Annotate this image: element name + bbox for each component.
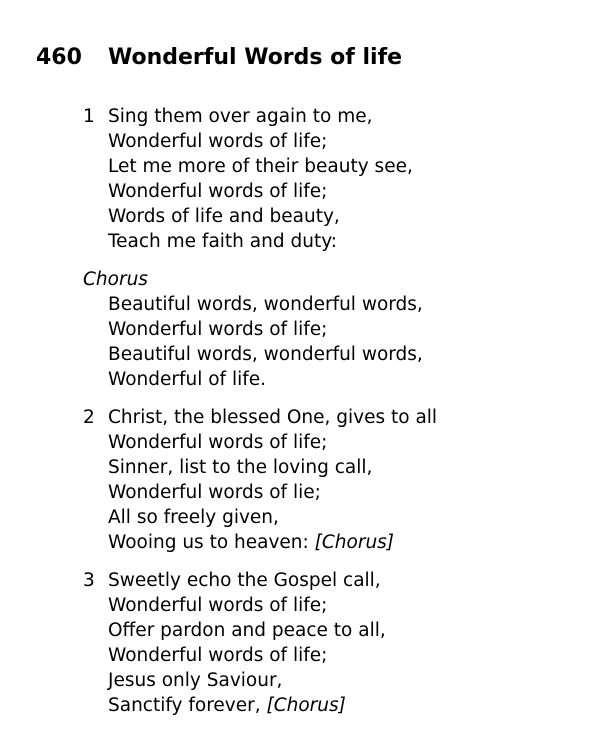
chorus-line: Wonderful words of life; [108, 319, 328, 340]
verse-line: Let me more of their beauty see, [108, 156, 413, 177]
verse-line: Sweetly echo the Gospel call, [108, 570, 381, 591]
verse-lines [108, 104, 583, 254]
chorus [83, 267, 583, 392]
hymn-title: Wonderful Words of life [108, 45, 403, 70]
verse-line: Teach me faith and duty: [108, 231, 338, 252]
verse-3 [83, 568, 583, 718]
chorus-line: Beautiful words, wonderful words, [108, 294, 423, 315]
verse-line-text: Wooing us to heaven: [108, 532, 315, 553]
verse-line [108, 693, 583, 718]
verse-lines [108, 568, 583, 718]
hymn-body [83, 104, 583, 731]
verse-line: Jesus only Saviour, [108, 670, 283, 691]
hymn-number: 460 [36, 45, 82, 70]
verse-number: 1 [83, 106, 95, 127]
verse-line: Wonderful words of life; [108, 432, 328, 453]
verse-line: Sing them over again to me, [108, 106, 373, 127]
verse-line-text: Sanctify forever, [108, 695, 267, 716]
verse-line: Wonderful words of life; [108, 181, 328, 202]
verse-line: Wonderful words of life; [108, 131, 328, 152]
verse-line: Offer pardon and peace to all, [108, 620, 386, 641]
verse-line: Wonderful words of life; [108, 645, 328, 666]
chorus-label: Chorus [83, 269, 148, 290]
verse-line: Wonderful words of life; [108, 595, 328, 616]
chorus-reference: [Chorus] [314, 532, 395, 553]
chorus-line: Beautiful words, wonderful words, [108, 344, 423, 365]
verse-line: Words of life and beauty, [108, 206, 340, 227]
verse-line: Wonderful words of lie; [108, 482, 321, 503]
verse-line: Sinner, list to the loving call, [108, 457, 373, 478]
verse-1 [83, 104, 583, 254]
chorus-reference: [Chorus] [266, 695, 346, 716]
verse-number: 2 [83, 407, 95, 428]
verse-2 [83, 405, 583, 555]
verse-number: 3 [83, 570, 95, 591]
verse-lines [108, 405, 583, 555]
verse-line: All so freely given, [108, 507, 279, 528]
chorus-line: Wonderful of life. [108, 369, 267, 390]
verse-line [108, 530, 583, 555]
verse-line: Christ, the blessed One, gives to all [108, 407, 438, 428]
chorus-lines [108, 292, 583, 392]
